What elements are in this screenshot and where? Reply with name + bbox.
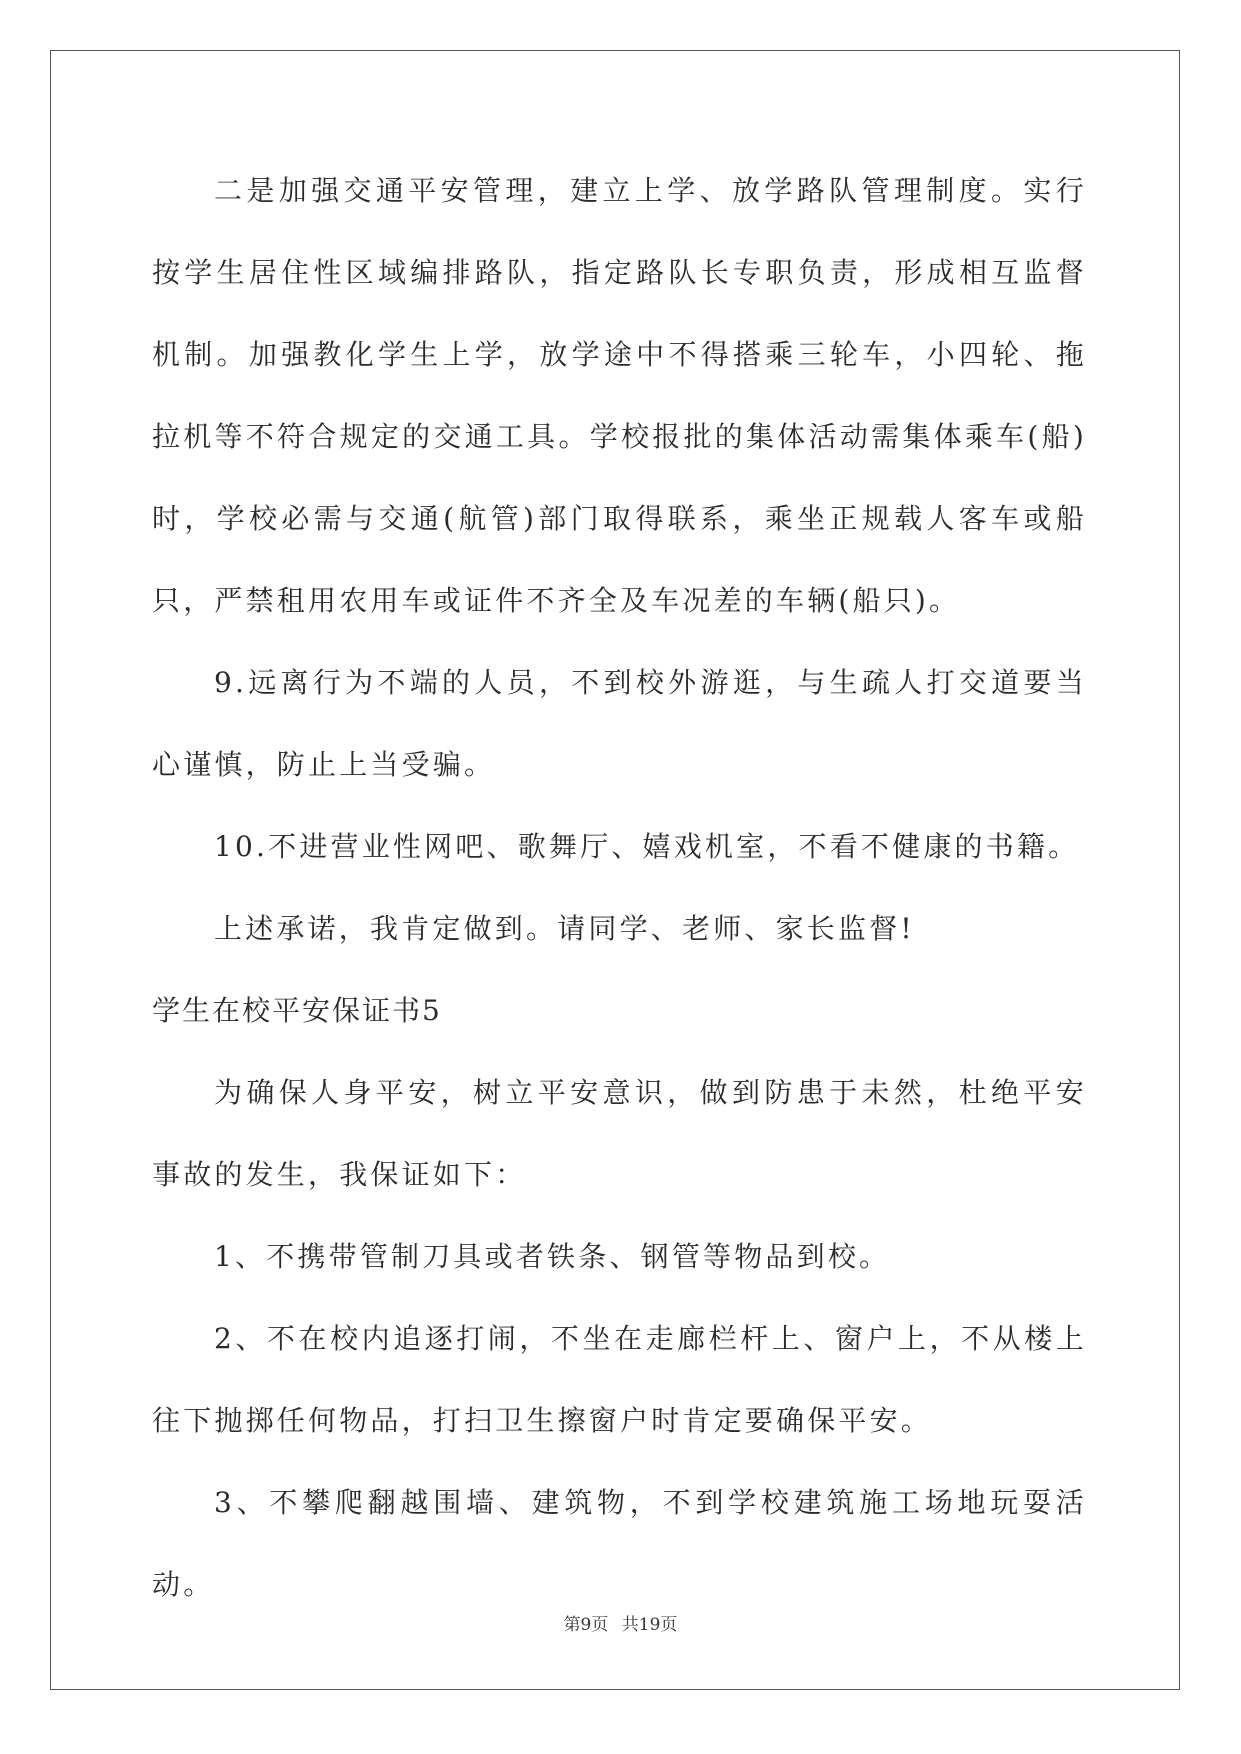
- paragraph: 10.不进营业性网吧、歌舞厅、嬉戏机室，不看不健康的书籍。: [214, 830, 1080, 863]
- section-title: 学生在校平安保证书5: [152, 994, 442, 1027]
- paragraph: 1、不携带管制刀具或者铁条、钢管等物品到校。: [214, 1240, 891, 1273]
- paragraph: 3、不攀爬翻越围墙、建筑物，不到学校建筑施工场地玩耍活动。: [152, 1486, 1087, 1601]
- paragraph: 二是加强交通平安管理，建立上学、放学路队管理制度。实行按学生居住性区域编排路队，指定路队长专职负责，形成相互监督机制。加强教化学生上学，放学途中不得搭乘三轮车，小四轮、拖拉机等不符合规定的交通工具。学校报批的集体活动需集体乘车(船)时，学校必需与交通(航管)部门取得联系，乘坐正规载人客车或船只，严禁租用农用车或证件不齐全及车况差的车辆(船只)。: [152, 174, 1087, 617]
- document-body: [152, 150, 1087, 1626]
- page-footer: [0, 1610, 1241, 1635]
- page-number: 第9页: [563, 1615, 609, 1635]
- paragraph: 上述承诺，我肯定做到。请同学、老师、家长监督!: [214, 912, 915, 945]
- paragraph: 2、不在校内追逐打闹，不坐在走廊栏杆上、窗户上，不从楼上往下抛掷任何物品，打扫卫生擦窗户时肯定要确保平安。: [152, 1322, 1087, 1437]
- paragraph: 9.远离行为不端的人员，不到校外游逛，与生疏人打交道要当心谨慎，防止上当受骗。: [152, 666, 1087, 781]
- paragraph: 为确保人身平安，树立平安意识，做到防患于未然，杜绝平安事故的发生，我保证如下：: [152, 1076, 1087, 1191]
- total-pages: 共19页: [621, 1615, 678, 1635]
